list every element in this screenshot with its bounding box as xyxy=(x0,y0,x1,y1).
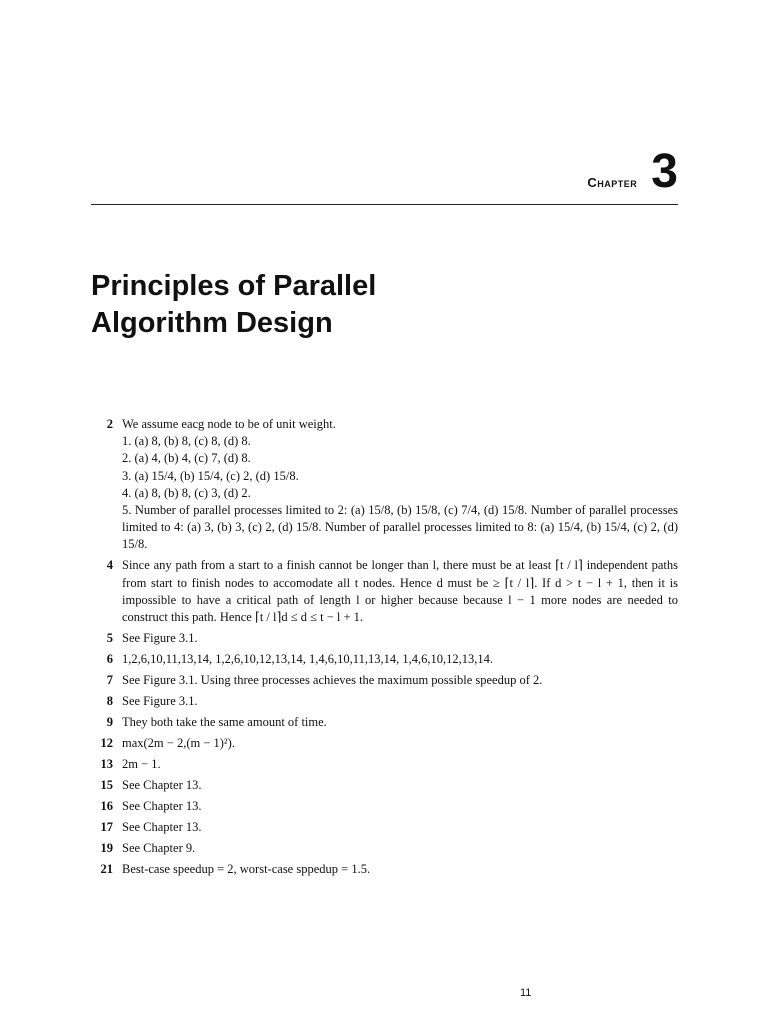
answer-text xyxy=(122,861,678,878)
answer-item xyxy=(91,557,678,626)
page-number: 11 xyxy=(520,987,532,999)
answer-line: Best-case speedup = 2, worst-case sppedup = 1.5. xyxy=(122,862,371,877)
answer-text xyxy=(122,557,678,626)
answer-line: 4. (a) 8, (b) 8, (c) 3, (d) 2. xyxy=(122,485,251,500)
answer-number: 5 xyxy=(106,631,113,646)
answer-item xyxy=(91,630,678,647)
answer-number: 19 xyxy=(100,841,113,856)
answer-text xyxy=(122,651,678,668)
answer-line: 2m − 1. xyxy=(122,757,161,772)
answer-number: 9 xyxy=(106,715,113,730)
answer-line: They both take the same amount of time. xyxy=(122,715,327,730)
answer-line: 1. (a) 8, (b) 8, (c) 8, (d) 8. xyxy=(122,434,251,449)
answer-number: 17 xyxy=(100,820,113,835)
answer-line: 5. Number of parallel processes limited to 2: (a) 15/8, (b) 15/8, (c) 7/4, (d) 15/8. Number of parallel processes limited to 4: (a) 3, (b) 3, (c) 2, (d) 15/8. Number of parallel processes limited to 8: (a) 15/4, (b) 15/4, (c) 2, (d) 15/8. xyxy=(122,503,678,552)
answer-text xyxy=(122,714,678,731)
answer-text xyxy=(122,630,678,647)
header-rule xyxy=(91,204,678,205)
answer-number: 4 xyxy=(106,558,113,573)
answer-line: 2. (a) 4, (b) 4, (c) 7, (d) 8. xyxy=(122,451,251,466)
answer-text xyxy=(122,840,678,857)
answer-line: See Figure 3.1. xyxy=(122,631,198,646)
chapter-header xyxy=(0,145,678,198)
answer-text xyxy=(122,672,678,689)
answer-line: See Figure 3.1. Using three processes achieves the maximum possible speedup of 2. xyxy=(122,673,543,688)
answer-item xyxy=(91,714,678,731)
page-title xyxy=(91,268,591,342)
answer-line: See Chapter 9. xyxy=(122,841,196,856)
answer-item xyxy=(91,693,678,710)
answer-number: 16 xyxy=(100,799,113,814)
answer-number: 2 xyxy=(106,417,113,431)
answer-number: 7 xyxy=(106,673,113,688)
answer-line: max(2m − 2,(m − 1)²). xyxy=(122,736,235,751)
answer-line: 3. (a) 15/4, (b) 15/4, (c) 2, (d) 15/8. xyxy=(122,468,299,483)
answer-number: 21 xyxy=(100,862,113,877)
answer-text xyxy=(122,819,678,836)
answer-item xyxy=(91,819,678,836)
answer-line: See Chapter 13. xyxy=(122,778,202,793)
answer-item xyxy=(91,735,678,752)
answer-number: 6 xyxy=(106,652,113,667)
chapter-label: Chapter xyxy=(587,175,638,190)
answer-item xyxy=(91,416,678,554)
answer-item xyxy=(91,651,678,668)
answer-text xyxy=(122,416,678,554)
answer-item xyxy=(91,756,678,773)
answer-text xyxy=(122,798,678,815)
answer-text xyxy=(122,693,678,710)
answer-line: See Chapter 13. xyxy=(122,799,202,814)
answer-list xyxy=(91,416,678,882)
answer-line: See Figure 3.1. xyxy=(122,694,198,709)
answer-line: We assume eacg node to be of unit weight. xyxy=(122,417,336,431)
answer-number: 15 xyxy=(100,778,113,793)
answer-line: 1,2,6,10,11,13,14, 1,2,6,10,12,13,14, 1,4,6,10,11,13,14, 1,4,6,10,12,13,14. xyxy=(122,652,493,667)
answer-text xyxy=(122,756,678,773)
title-line-2: Algorithm Design xyxy=(91,307,333,339)
answer-number: 8 xyxy=(106,694,113,709)
answer-item xyxy=(91,798,678,815)
answer-item xyxy=(91,861,678,878)
title-line-1: Principles of Parallel xyxy=(91,270,377,302)
chapter-number: 3 xyxy=(651,145,678,198)
answer-number: 12 xyxy=(100,736,113,751)
answer-line: See Chapter 13. xyxy=(122,820,202,835)
answer-text xyxy=(122,735,678,752)
answer-line: Since any path from a start to a finish cannot be longer than l, there must be at least ⌈t / l⌉ independent paths from start to finish nodes to accomodate all t nodes. Hence d must be ≥ ⌈t / l⌉. If d > t − l + 1, then it is impossible to have a critical path of length l or higher because because l − 1 more nodes are needed to construct this path. Hence ⌈t / l⌉d ≤ d ≤ t − l + 1. xyxy=(122,558,678,625)
answer-item xyxy=(91,840,678,857)
answer-number: 13 xyxy=(100,757,113,772)
answer-item xyxy=(91,672,678,689)
answer-text xyxy=(122,777,678,794)
answer-item xyxy=(91,777,678,794)
